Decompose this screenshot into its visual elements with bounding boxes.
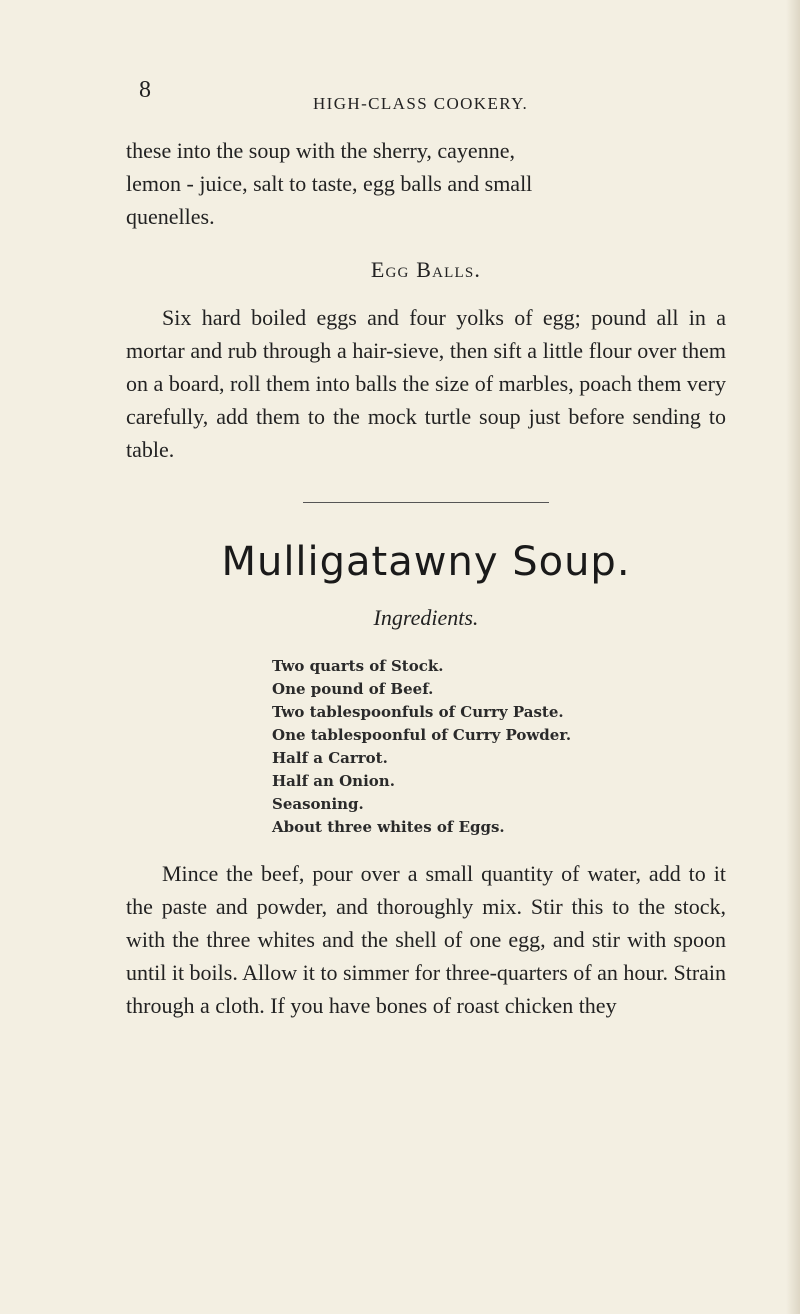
intro-line: lemon - juice, salt to taste, egg balls and small xyxy=(126,171,533,196)
method-paragraph: Mince the beef, pour over a small quantity of water, add to it the paste and powder, and thoroughly mix. Stir this to the stock, with the three whites and the shell of one egg, and stir with spoon until it boils. Allow it to simmer for three-quarters of an hour. Strain through a cloth. If you have bones of roast chicken they xyxy=(126,861,727,1018)
recipe-title: Mulligatawny Soup. xyxy=(221,539,631,585)
ingredient-item: Half an Onion. xyxy=(272,772,395,790)
page-edge-shadow xyxy=(786,0,800,1314)
ingredient-item: One pound of Beef. xyxy=(272,680,434,698)
running-title: HIGH-CLASS COOKERY. xyxy=(313,94,529,113)
ingredient-item: Seasoning. xyxy=(272,795,364,813)
page-number: 8 xyxy=(139,77,151,103)
intro-line: these into the soup with the sherry, cayenne, xyxy=(126,138,515,163)
ingredient-item: One tablespoonful of Curry Powder. xyxy=(272,726,572,744)
ingredient-item: Two tablespoonfuls of Curry Paste. xyxy=(272,703,564,721)
page-content xyxy=(126,134,726,1022)
intro-paragraph xyxy=(126,134,726,233)
ingredients-heading: Ingredients. xyxy=(373,605,479,630)
egg-balls-paragraph: Six hard boiled eggs and four yolks of egg; pound all in a mortar and rub through a hair-sieve, then sift a little flour over them on a board, roll them into balls the size of marbles, poach them very carefully, add them to the mock turtle soup just before sending to table. xyxy=(126,305,726,462)
ingredient-item: Two quarts of Stock. xyxy=(272,657,444,675)
section-divider xyxy=(303,502,549,503)
intro-line: quenelles. xyxy=(126,204,215,229)
ingredient-item: About three whites of Eggs. xyxy=(272,818,505,836)
egg-balls-heading: Egg Balls. xyxy=(370,257,482,282)
ingredient-item: Half a Carrot. xyxy=(272,749,388,767)
ingredients-list xyxy=(272,655,726,839)
